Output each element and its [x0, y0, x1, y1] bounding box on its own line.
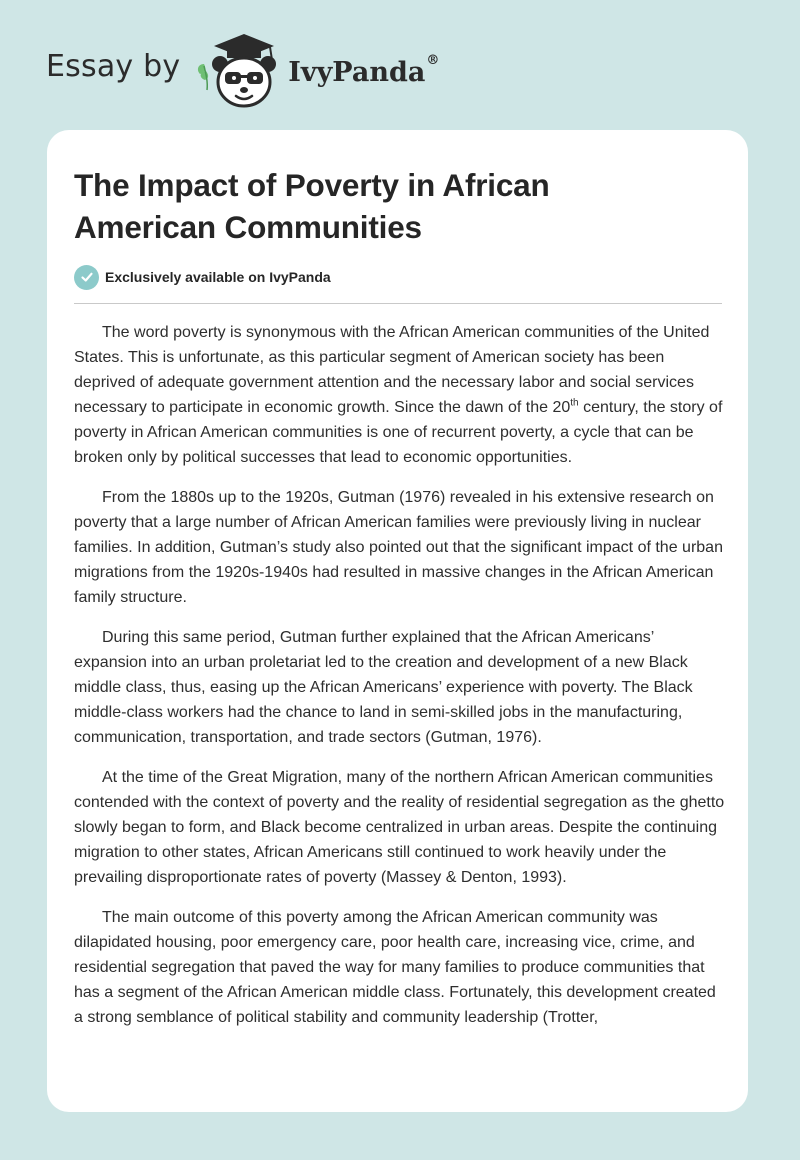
essay-paragraph: From the 1880s up to the 1920s, Gutman (1976) revealed in his extensive research on poverty that a large number of African American families were previously living in nuclear families. In addition, Gutman’s study also pointed out that the significant impact of the urban migrations from the 1920s-1940s had resulted in massive changes in the African American family structure.	[74, 489, 723, 606]
panda-graduate-logo-icon	[194, 30, 286, 110]
essay-title: The Impact of Poverty in African American Communities	[74, 167, 550, 245]
exclusive-badge-text: Exclusively available on IvyPanda	[105, 269, 331, 285]
exclusive-badge	[74, 264, 331, 290]
check-circle-icon	[74, 265, 99, 290]
site-brand[interactable]	[46, 30, 439, 110]
essay-paragraph: At the time of the Great Migration, many of the northern African American communities contended with the context of poverty and the reality of residential segregation as the ghetto slowly began to form, and Black become centralized in urban areas. Despite the continuing migration to other states, African Americans still continued to work heavily under the prevailing disproportionate rates of poverty (Massey & Denton, 1993).	[74, 769, 725, 886]
ordinal-superscript: th	[570, 397, 579, 409]
essay-paragraph: The word poverty is synonymous with the African American communities of the United States. This is unfortunate, as this particular segment of American society has been deprived of adequate government attention and the necessary labor and social services necessary to participate in economic growth. Since the dawn of the 20th century, the story of poverty in African American communities is one of recurrent poverty, a cycle that can be broken only by political successes that lead to economic opportunities.	[74, 324, 723, 466]
registered-mark: ®	[426, 52, 440, 68]
essay-paragraph: During this same period, Gutman further explained that the African Americans’ expansion into an urban proletariat led to the creation and development of a new Black middle class, thus, easing up the African Americans’ experience with poverty. The Black middle-class workers had the chance to land in semi-skilled jobs in the manufacturing, communication, transportation, and trade sectors (Gutman, 1976).	[74, 629, 693, 746]
brand-name: IvyPanda®	[288, 52, 440, 88]
essay-paragraph: The main outcome of this poverty among the African American community was dilapidated housing, poor emergency care, poor health care, increasing vice, crime, and residential segregation that paved the way for many families to produce communities that has a segment of the African American middle class. Fortunately, this development created a strong semblance of political stability and community leadership (Trotter,	[74, 909, 716, 1026]
essay-body	[74, 320, 726, 1045]
header-divider	[74, 303, 722, 304]
essay-card	[47, 130, 748, 1112]
brand-prefix: Essay by	[46, 48, 181, 84]
